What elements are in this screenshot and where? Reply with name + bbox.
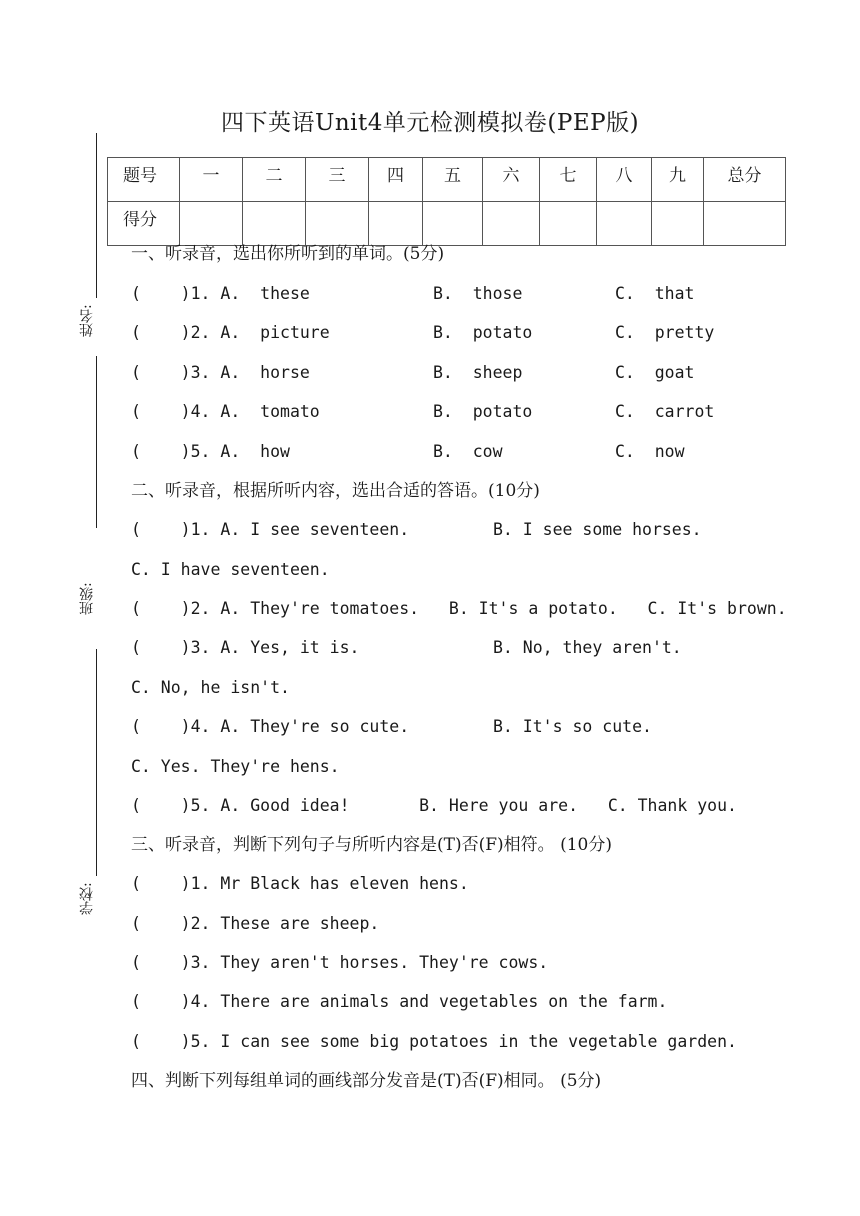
question-option-a: ( )1. A. I see seventeen. — [131, 520, 410, 539]
statement-item: ( )4. There are animals and vegetables on the farm. — [131, 992, 668, 1011]
header-cell: 三 — [306, 158, 369, 202]
score-cell[interactable] — [306, 202, 369, 246]
question-option-b: B. I see some horses. — [493, 520, 702, 539]
question-option-b: B. No, they aren't. — [493, 638, 682, 657]
question-option-a: ( )1. A. these — [131, 284, 310, 303]
section1-heading: 一、听录音，选出你所听到的单词。(5分) — [131, 244, 445, 264]
score-cell-total[interactable] — [704, 202, 786, 246]
question-option-a: ( )2. A. picture — [131, 323, 330, 342]
page-title: 四下英语Unit4单元检测模拟卷(PEP版) — [220, 110, 640, 136]
question-option-c: C. pretty — [615, 323, 715, 342]
question-option-b: B. those — [433, 284, 523, 303]
section2-heading: 二、听录音，根据所听内容，选出合适的答语。(10分) — [131, 481, 540, 501]
question-option-a: ( )3. A. horse — [131, 363, 310, 382]
score-cell[interactable] — [243, 202, 306, 246]
header-cell-total: 总分 — [704, 158, 786, 202]
statement-item: ( )3. They aren't horses. They're cows. — [131, 953, 549, 972]
question-option-c: C. Yes. They're hens. — [131, 757, 340, 776]
statement-item: ( )2. These are sheep. — [131, 914, 380, 933]
question-option-c: C. No, he isn't. — [131, 678, 290, 697]
header-cell: 七 — [540, 158, 597, 202]
score-header-row — [108, 158, 786, 202]
question-option-c: C. goat — [615, 363, 695, 382]
score-cell[interactable] — [483, 202, 540, 246]
header-cell: 二 — [243, 158, 306, 202]
score-cell[interactable] — [540, 202, 597, 246]
question-option-b: B. potato — [433, 402, 533, 421]
question-row: ( )5. A. Good idea! B. Here you are. C. Thank you. — [131, 796, 737, 815]
score-row-label: 得分 — [108, 202, 180, 246]
margin-line-school — [96, 649, 97, 876]
score-cell[interactable] — [369, 202, 423, 246]
question-option-c: C. that — [615, 284, 695, 303]
statement-item: ( )5. I can see some big potatoes in the vegetable garden. — [131, 1032, 737, 1051]
score-cell[interactable] — [652, 202, 704, 246]
header-cell: 八 — [597, 158, 652, 202]
name-label: 姓名: — [79, 304, 95, 338]
score-cell[interactable] — [423, 202, 483, 246]
section4-heading: 四、判断下列每组单词的画线部分发音是(T)否(F)相同。 (5分) — [131, 1071, 602, 1091]
question-option-b: B. It's so cute. — [493, 717, 652, 736]
school-label: 学校: — [79, 882, 95, 916]
class-label: 班级: — [79, 582, 95, 616]
question-option-b: B. sheep — [433, 363, 523, 382]
score-row — [108, 202, 786, 246]
question-option-c: C. carrot — [615, 402, 715, 421]
question-option-b: B. potato — [433, 323, 533, 342]
header-cell: 四 — [369, 158, 423, 202]
score-cell[interactable] — [180, 202, 243, 246]
margin-line-name — [96, 133, 97, 298]
question-option-c: C. now — [615, 442, 685, 461]
question-option-a: ( )3. A. Yes, it is. — [131, 638, 360, 657]
question-option-c: C. I have seventeen. — [131, 560, 330, 579]
header-cell-label: 题号 — [108, 158, 180, 202]
question-option-a: ( )4. A. tomato — [131, 402, 320, 421]
question-option-b: B. cow — [433, 442, 503, 461]
section3-heading: 三、听录音，判断下列句子与所听内容是(T)否(F)相符。 (10分) — [131, 835, 612, 855]
score-cell[interactable] — [597, 202, 652, 246]
question-option-a: ( )4. A. They're so cute. — [131, 717, 410, 736]
header-cell: 六 — [483, 158, 540, 202]
question-row: ( )2. A. They're tomatoes. B. It's a potato. C. It's brown. — [131, 599, 787, 618]
question-option-a: ( )5. A. how — [131, 442, 290, 461]
header-cell: 一 — [180, 158, 243, 202]
header-cell: 五 — [423, 158, 483, 202]
header-cell: 九 — [652, 158, 704, 202]
margin-line-class — [96, 356, 97, 528]
statement-item: ( )1. Mr Black has eleven hens. — [131, 874, 469, 893]
score-table — [107, 157, 786, 246]
